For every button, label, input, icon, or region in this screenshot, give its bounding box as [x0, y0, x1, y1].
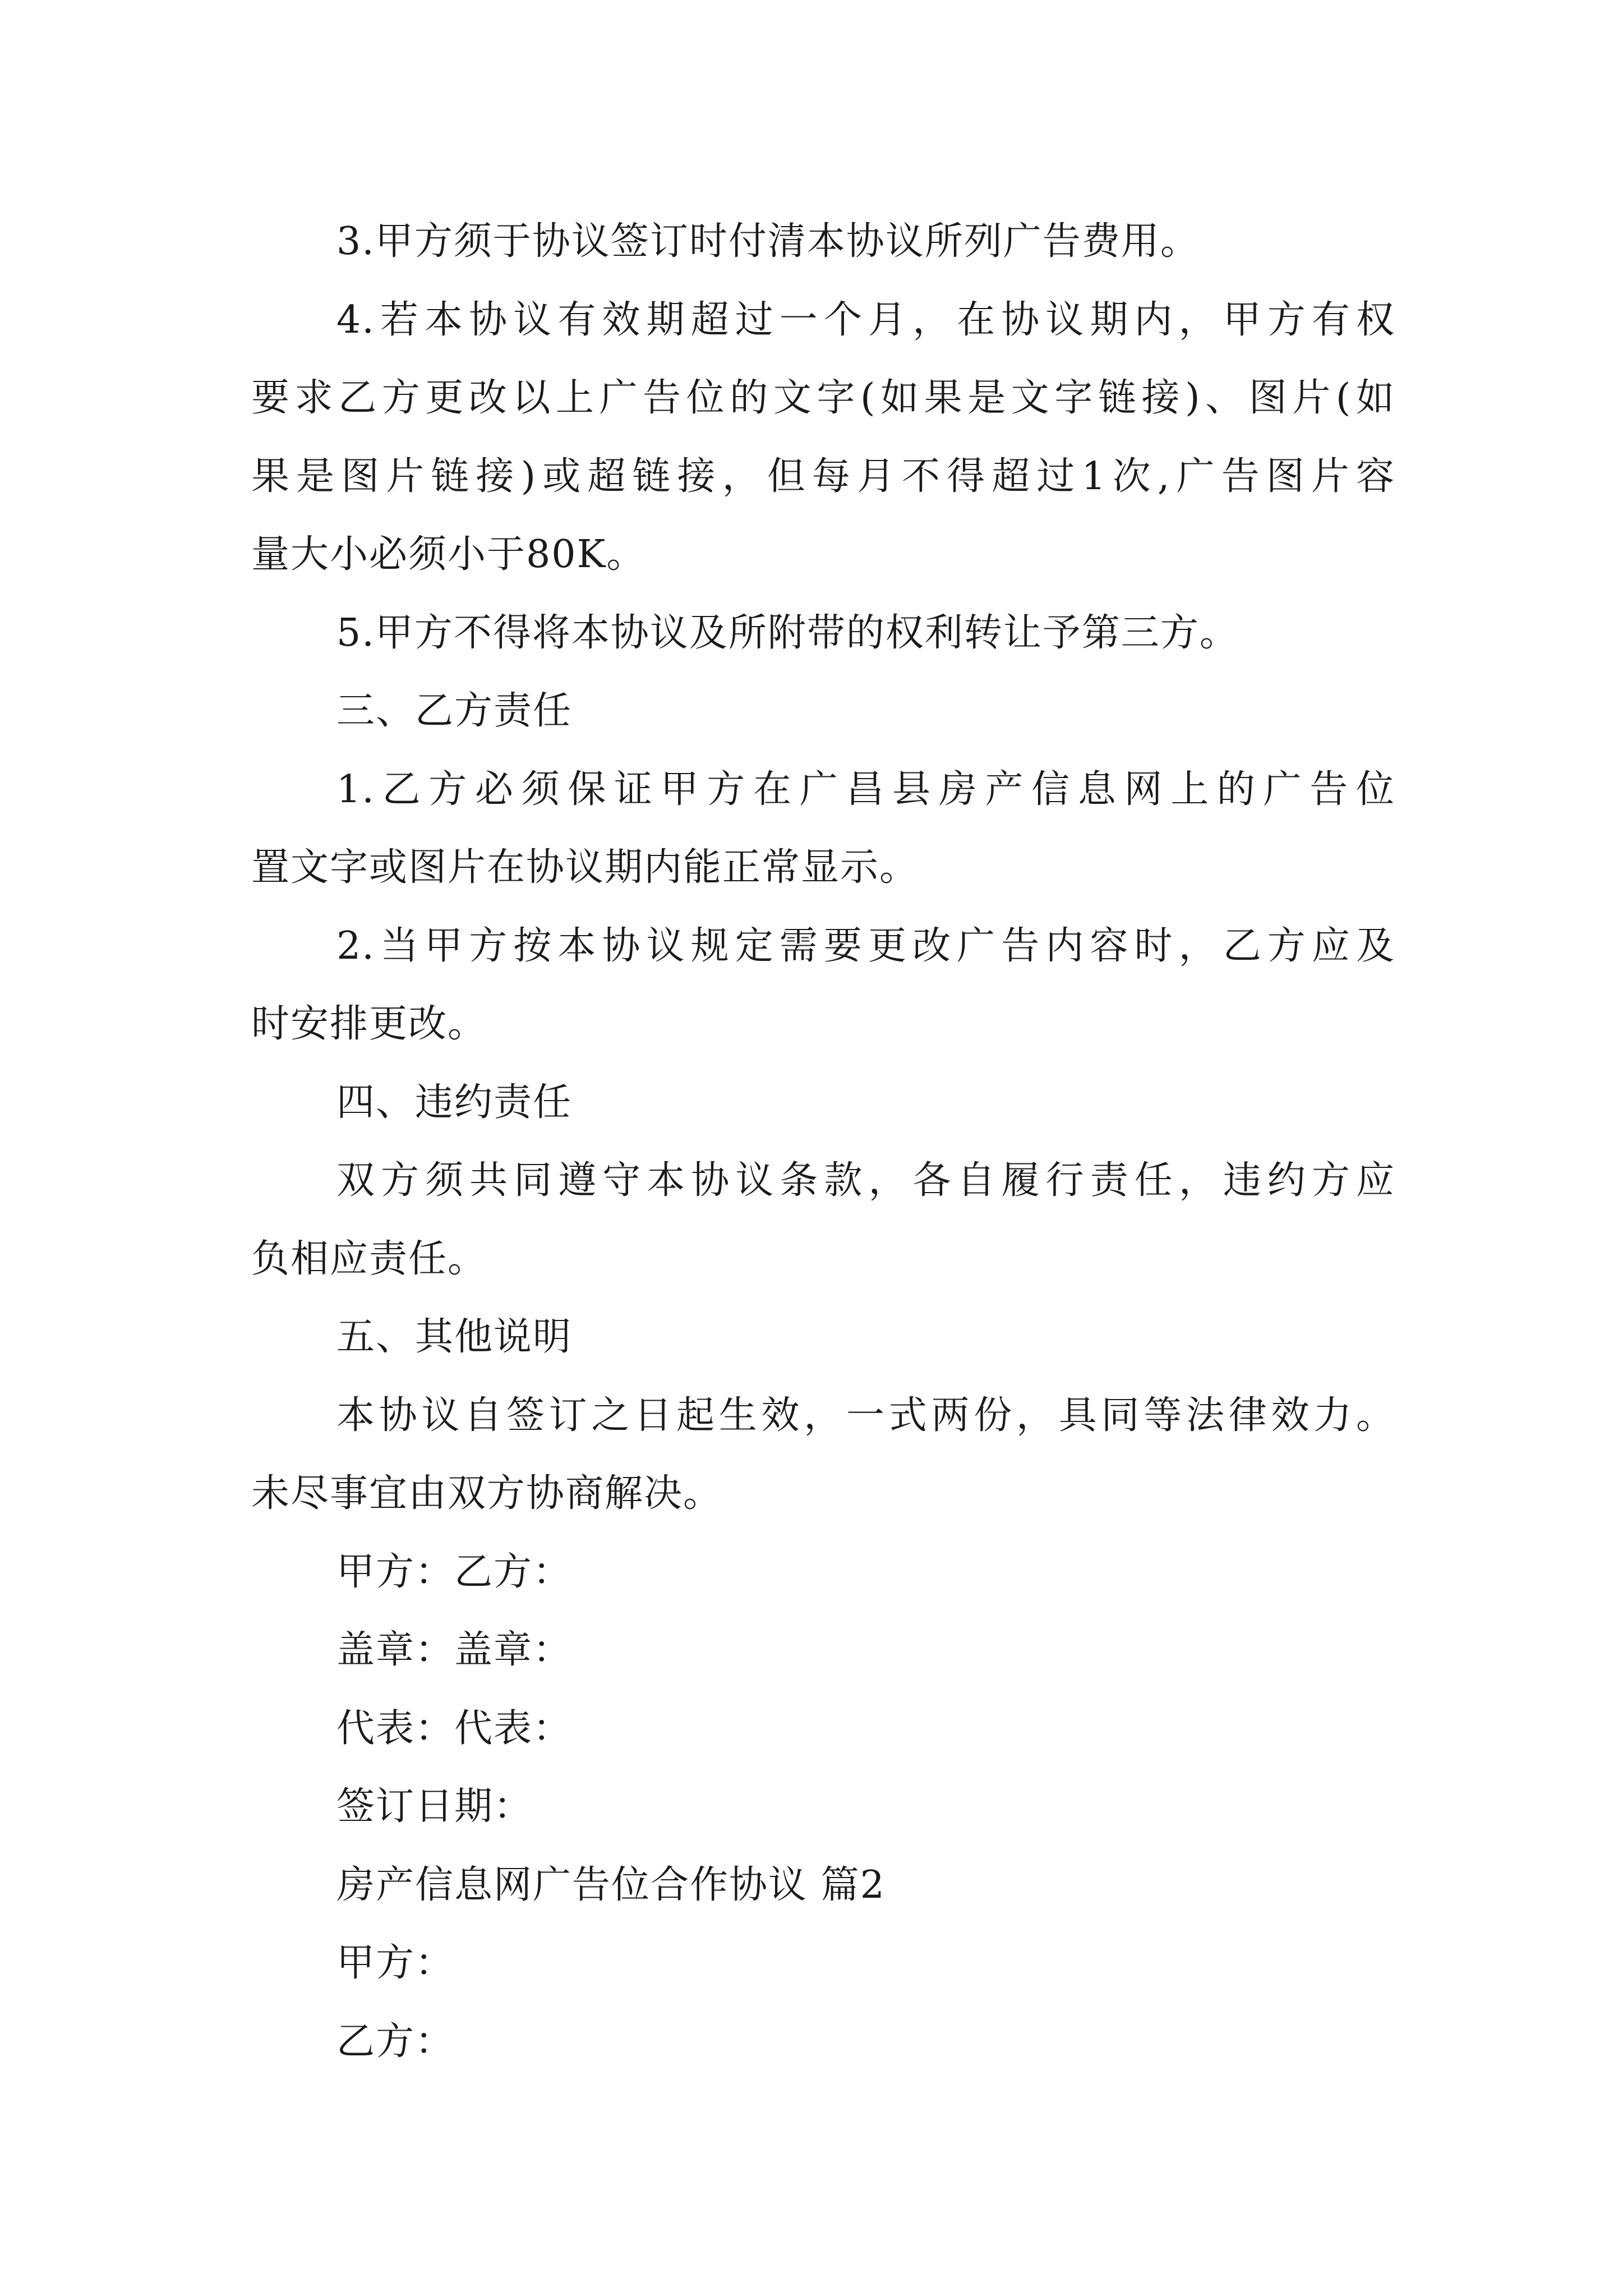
clause-5-transfer: 5.甲方不得将本协议及所附带的权利转让予第三方。: [336, 611, 1239, 655]
clause-3-payment: 3.甲方须于协议签订时付清本协议所列广告费用。: [336, 219, 1200, 264]
agreement-2-title: 房产信息网广告位合作协议 篇2: [336, 1863, 886, 1907]
clause-4-line-3: 果是图片链接)或超链接，但每月不得超过1次,广告图片容: [251, 454, 1395, 499]
clause-4-line-1: 4.若本协议有效期超过一个月，在协议期内，甲方有权: [336, 298, 1395, 342]
agreement-2-party-b: 乙方：: [336, 2019, 455, 2064]
signature-representatives: 代表：代表：: [336, 1706, 573, 1751]
signature-parties: 甲方：乙方：: [336, 1550, 573, 1594]
section-4-heading: 四、违约责任: [336, 1080, 573, 1125]
breach-clause-line-2: 负相应责任。: [251, 1237, 487, 1281]
signature-date: 签订日期：: [336, 1784, 533, 1829]
effect-clause-line-1: 本协议自签订之日起生效，一式两份，具同等法律效力。: [336, 1393, 1395, 1438]
party-b-clause-1-line-1: 1.乙方必须保证甲方在广昌县房产信息网上的广告位: [336, 767, 1395, 812]
clause-4-line-4: 量大小必须小于80K。: [251, 532, 646, 577]
signature-seals: 盖章：盖章：: [336, 1628, 573, 1672]
party-b-clause-1-line-2: 置文字或图片在协议期内能正常显示。: [251, 845, 919, 890]
breach-clause-line-1: 双方须共同遵守本协议条款，各自履行责任，违约方应: [336, 1158, 1395, 1203]
section-5-heading: 五、其他说明: [336, 1315, 573, 1359]
clause-4-line-2: 要求乙方更改以上广告位的文字(如果是文字链接)、图片(如: [251, 376, 1395, 420]
party-b-clause-2-line-1: 2.当甲方按本协议规定需要更改广告内容时，乙方应及: [336, 924, 1395, 968]
agreement-2-party-a: 甲方：: [336, 1941, 455, 1985]
section-3-heading: 三、乙方责任: [336, 689, 573, 733]
effect-clause-line-2: 未尽事宜由双方协商解决。: [251, 1471, 723, 1516]
party-b-clause-2-line-2: 时安排更改。: [251, 1002, 487, 1046]
